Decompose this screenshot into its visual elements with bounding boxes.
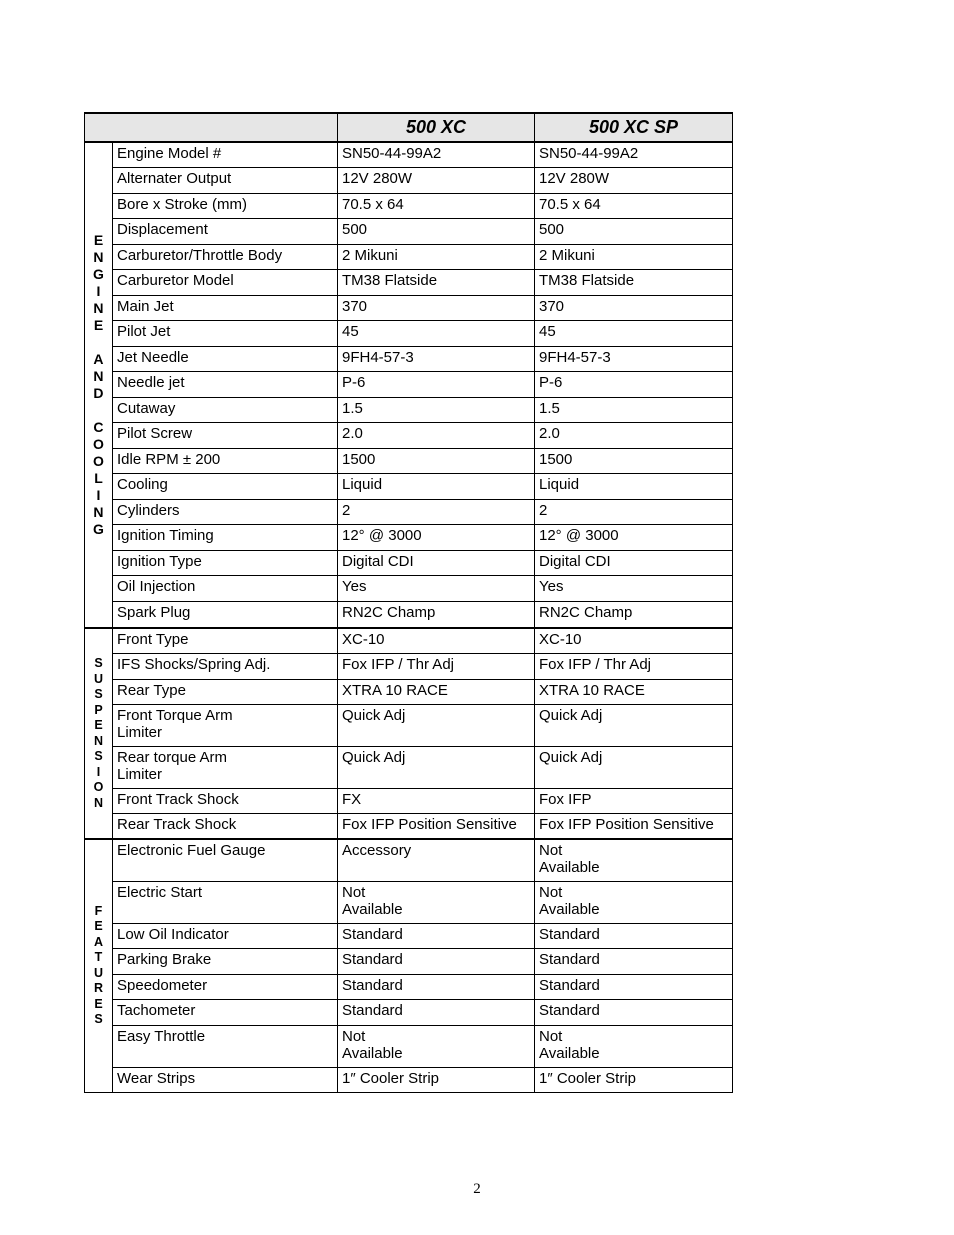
spec-value-500xc bbox=[338, 628, 535, 653]
spec-row bbox=[85, 628, 733, 653]
spec-value-500xc-sp bbox=[535, 575, 733, 601]
spec-row bbox=[85, 295, 733, 320]
section-letter: U bbox=[93, 671, 103, 686]
spec-value-500xc bbox=[338, 295, 535, 320]
spec-value-500xc-sp-text: Not bbox=[539, 1027, 563, 1045]
spec-label-text: Rear Type bbox=[117, 681, 186, 699]
spec-value-500xc-sp bbox=[535, 448, 733, 473]
spec-value-500xc-text: Quick Adj bbox=[342, 706, 406, 724]
section-letter: N bbox=[93, 368, 104, 384]
spec-value-500xc-sp-text: Liquid bbox=[539, 475, 580, 493]
section-letter: D bbox=[93, 385, 104, 401]
spec-value-500xc-sp-text: RN2C Champ bbox=[539, 603, 633, 621]
spec-value-500xc-sp bbox=[535, 923, 733, 948]
spec-value-500xc-text: Quick Adj bbox=[342, 748, 406, 766]
header-500xc-sp: 500 XC SP bbox=[535, 113, 733, 142]
section-letter: I bbox=[96, 283, 101, 299]
spec-value-500xc-sp bbox=[535, 788, 733, 813]
page-number: 2 bbox=[473, 1181, 481, 1197]
spec-row bbox=[85, 679, 733, 704]
spec-value-500xc-sp bbox=[535, 679, 733, 704]
spec-row bbox=[85, 881, 733, 923]
spec-label bbox=[113, 295, 338, 320]
spec-label-text: Spark Plug bbox=[117, 603, 191, 621]
spec-value-500xc-text: Yes bbox=[342, 577, 367, 595]
spec-value-500xc-text: 45 bbox=[342, 322, 359, 340]
spec-value-500xc-sp bbox=[535, 422, 733, 448]
spec-label-text: Easy Throttle bbox=[117, 1027, 206, 1045]
spec-label bbox=[113, 218, 338, 244]
spec-value-500xc-sp-text: Standard bbox=[539, 1001, 600, 1019]
spec-value-500xc-sp-text: 2.0 bbox=[539, 424, 560, 442]
spec-value-500xc bbox=[338, 575, 535, 601]
spec-value-500xc-text: 12V 280W bbox=[342, 169, 413, 187]
spec-label-text: Electronic Fuel Gauge bbox=[117, 842, 266, 859]
spec-value-500xc-sp-text: TM38 Flatside bbox=[539, 271, 635, 289]
spec-row bbox=[85, 813, 733, 839]
spec-value-500xc-text: RN2C Champ bbox=[342, 603, 436, 621]
spec-value-500xc-sp bbox=[535, 346, 733, 371]
spec-row bbox=[85, 999, 733, 1025]
spec-label-text: Oil Injection bbox=[117, 577, 196, 595]
spec-value-500xc-text: 70.5 x 64 bbox=[342, 195, 404, 213]
spec-value-500xc bbox=[338, 422, 535, 448]
spec-label bbox=[113, 320, 338, 346]
section-label-suspension bbox=[85, 628, 113, 839]
spec-label bbox=[113, 881, 338, 923]
spec-row bbox=[85, 193, 733, 218]
spec-value-500xc-sp-text: XC-10 bbox=[539, 631, 582, 648]
spec-label-text: Jet Needle bbox=[117, 348, 189, 366]
spec-value-500xc bbox=[338, 788, 535, 813]
spec-label-text: Front Track Shock bbox=[117, 790, 239, 808]
spec-value-500xc-sp bbox=[535, 746, 733, 788]
spec-value-500xc-sp-text: XTRA 10 RACE bbox=[539, 681, 645, 699]
spec-value-500xc bbox=[338, 550, 535, 575]
section-letter: S bbox=[94, 749, 103, 763]
spec-value-500xc bbox=[338, 473, 535, 499]
spec-value-500xc bbox=[338, 881, 535, 923]
spec-label-text: Displacement bbox=[117, 220, 208, 238]
spec-value-500xc-text: P-6 bbox=[342, 373, 366, 391]
section-letter: S bbox=[94, 656, 103, 670]
spec-row bbox=[85, 653, 733, 679]
spec-value-500xc-text: Fox IFP Position Sensitive bbox=[342, 815, 517, 833]
spec-value-500xc bbox=[338, 320, 535, 346]
spec-label-text: Wear Strips bbox=[117, 1069, 196, 1087]
spec-row bbox=[85, 788, 733, 813]
spec-value-500xc-text: 12° @ 3000 bbox=[342, 526, 422, 544]
spec-label bbox=[113, 653, 338, 679]
spec-value-500xc bbox=[338, 397, 535, 422]
spec-value-500xc-sp-text: 2 bbox=[539, 501, 548, 519]
spec-value-500xc bbox=[338, 499, 535, 524]
spec-value-500xc-sp-text: 2 Mikuni bbox=[539, 246, 595, 264]
spec-row bbox=[85, 839, 733, 881]
spec-label-text: Ignition Type bbox=[117, 552, 202, 570]
section-letter: O bbox=[93, 780, 104, 794]
spec-label bbox=[113, 473, 338, 499]
spec-value-500xc-sp bbox=[535, 397, 733, 422]
spec-label bbox=[113, 346, 338, 371]
spec-label-text: Ignition Timing bbox=[117, 526, 214, 544]
header-500xc: 500 XC bbox=[338, 113, 535, 142]
section-letter: T bbox=[94, 950, 103, 965]
spec-label-text: Cylinders bbox=[117, 501, 180, 519]
spec-value-500xc-text: 370 bbox=[342, 297, 368, 315]
spec-row bbox=[85, 499, 733, 524]
spec-value-500xc bbox=[338, 218, 535, 244]
spec-value-500xc-sp bbox=[535, 948, 733, 974]
spec-value-500xc-text: Not bbox=[342, 883, 366, 901]
spec-value-500xc bbox=[338, 448, 535, 473]
spec-label-text: Alternater Output bbox=[117, 169, 232, 187]
section-letter: E bbox=[93, 232, 104, 248]
spec-value-500xc-sp-text: 1500 bbox=[539, 450, 573, 468]
spec-value-500xc-sp bbox=[535, 628, 733, 653]
spec-value-500xc-sp-text: Standard bbox=[539, 925, 600, 943]
spec-value-500xc-text: 2 bbox=[342, 501, 351, 519]
spec-value-500xc bbox=[338, 601, 535, 628]
spec-label bbox=[113, 142, 338, 167]
spec-row bbox=[85, 923, 733, 948]
spec-value-500xc-sp-text: Quick Adj bbox=[539, 706, 603, 724]
spec-label bbox=[113, 628, 338, 653]
spec-value-500xc-sp bbox=[535, 653, 733, 679]
spec-label bbox=[113, 448, 338, 473]
section-letter: P bbox=[94, 702, 103, 717]
spec-label bbox=[113, 1067, 338, 1092]
section-letter: S bbox=[94, 1012, 103, 1027]
spec-value-500xc-sp bbox=[535, 218, 733, 244]
spec-row bbox=[85, 550, 733, 575]
spec-value-500xc-sp-text: 12° @ 3000 bbox=[539, 526, 619, 544]
spec-value-500xc-sp-text: Available bbox=[539, 900, 600, 918]
spec-value-500xc-text: FX bbox=[342, 790, 362, 808]
section-letter: A bbox=[93, 934, 104, 949]
spec-label-text: Parking Brake bbox=[117, 950, 212, 968]
spec-row bbox=[85, 948, 733, 974]
spec-label-text: Electric Start bbox=[117, 883, 203, 901]
spec-value-500xc bbox=[338, 974, 535, 999]
section-letter bbox=[93, 402, 104, 419]
spec-value-500xc-sp bbox=[535, 193, 733, 218]
spec-value-500xc-sp bbox=[535, 167, 733, 193]
spec-value-500xc bbox=[338, 193, 535, 218]
spec-value-500xc-text: Liquid bbox=[342, 475, 383, 493]
section-letter: N bbox=[93, 733, 103, 748]
section-letter: O bbox=[93, 436, 104, 452]
spec-label-text: Main Jet bbox=[117, 297, 174, 315]
spec-label bbox=[113, 813, 338, 839]
spec-value-500xc-text: Fox IFP / Thr Adj bbox=[342, 655, 454, 673]
spec-value-500xc-sp bbox=[535, 371, 733, 397]
spec-value-500xc-text: Standard bbox=[342, 950, 403, 968]
spec-value-500xc-sp bbox=[535, 473, 733, 499]
spec-value-500xc-sp-text: 1″ Cooler Strip bbox=[539, 1069, 637, 1087]
section-letter: N bbox=[93, 300, 104, 316]
spec-value-500xc-text: 2 Mikuni bbox=[342, 246, 398, 264]
spec-label bbox=[113, 601, 338, 628]
spec-value-500xc-sp-text: Not bbox=[539, 842, 563, 859]
spec-label-text: Front Type bbox=[117, 631, 189, 648]
spec-label bbox=[113, 524, 338, 550]
spec-value-500xc-text: XC-10 bbox=[342, 631, 385, 648]
spec-value-500xc-text: Available bbox=[342, 1044, 403, 1062]
spec-value-500xc-sp-text: Available bbox=[539, 859, 600, 876]
spec-row bbox=[85, 346, 733, 371]
spec-value-500xc-text: 1500 bbox=[342, 450, 376, 468]
spec-row bbox=[85, 244, 733, 269]
section-letter: O bbox=[93, 453, 104, 469]
spec-value-500xc bbox=[338, 142, 535, 167]
spec-value-500xc-sp bbox=[535, 269, 733, 295]
section-letter: U bbox=[93, 965, 104, 980]
spec-label bbox=[113, 948, 338, 974]
spec-label-text: Low Oil Indicator bbox=[117, 925, 229, 943]
spec-row bbox=[85, 320, 733, 346]
spec-label-text: Rear Track Shock bbox=[117, 815, 237, 833]
spec-value-500xc-sp bbox=[535, 999, 733, 1025]
spec-row bbox=[85, 601, 733, 628]
spec-value-500xc-sp bbox=[535, 1025, 733, 1067]
spec-value-500xc-text: Digital CDI bbox=[342, 552, 414, 570]
spec-value-500xc-text: Accessory bbox=[342, 842, 412, 859]
section-letter: G bbox=[93, 266, 104, 282]
spec-row bbox=[85, 704, 733, 746]
section-label-features bbox=[85, 839, 113, 1092]
spec-value-500xc-sp bbox=[535, 813, 733, 839]
spec-label bbox=[113, 788, 338, 813]
spec-row bbox=[85, 1067, 733, 1092]
spec-label bbox=[113, 244, 338, 269]
section-letter: E bbox=[93, 317, 104, 333]
spec-value-500xc-sp bbox=[535, 524, 733, 550]
spec-label-text: Limiter bbox=[117, 723, 163, 741]
spec-value-500xc-sp bbox=[535, 244, 733, 269]
header-row bbox=[85, 113, 733, 142]
spec-row bbox=[85, 473, 733, 499]
spec-row bbox=[85, 575, 733, 601]
spec-value-500xc-text: Standard bbox=[342, 976, 403, 994]
section-letter: G bbox=[93, 521, 104, 537]
spec-label-text: Needle jet bbox=[117, 373, 185, 391]
section-letter: E bbox=[94, 996, 103, 1011]
spec-label-text: Speedometer bbox=[117, 976, 208, 994]
spec-value-500xc-text: 2.0 bbox=[342, 424, 363, 442]
spec-value-500xc-sp-text: Not bbox=[539, 883, 563, 901]
spec-value-500xc-sp bbox=[535, 839, 733, 881]
spec-row bbox=[85, 974, 733, 999]
spec-label bbox=[113, 575, 338, 601]
spec-value-500xc-sp-text: Available bbox=[539, 1044, 600, 1062]
spec-label bbox=[113, 974, 338, 999]
section-letter: E bbox=[94, 919, 103, 934]
spec-value-500xc-sp-text: Standard bbox=[539, 976, 600, 994]
section-letter: F bbox=[94, 903, 103, 918]
spec-label-text: Idle RPM ± 200 bbox=[117, 450, 221, 468]
spec-value-500xc-sp-text: 70.5 x 64 bbox=[539, 195, 601, 213]
spec-value-500xc-sp-text: Fox IFP bbox=[539, 790, 592, 808]
spec-label bbox=[113, 839, 338, 881]
spec-value-500xc bbox=[338, 524, 535, 550]
spec-label-text: Tachometer bbox=[117, 1001, 196, 1019]
section-letter: N bbox=[93, 504, 104, 520]
spec-value-500xc-sp-text: 45 bbox=[539, 322, 556, 340]
spec-value-500xc-text: Not bbox=[342, 1027, 366, 1045]
spec-label-text: Pilot Screw bbox=[117, 424, 193, 442]
section-letter: C bbox=[93, 419, 104, 435]
spec-row bbox=[85, 422, 733, 448]
spec-row bbox=[85, 371, 733, 397]
spec-value-500xc bbox=[338, 1067, 535, 1092]
spec-row bbox=[85, 448, 733, 473]
spec-value-500xc bbox=[338, 839, 535, 881]
spec-value-500xc-text: 9FH4-57-3 bbox=[342, 348, 414, 366]
spec-value-500xc bbox=[338, 679, 535, 704]
spec-row bbox=[85, 218, 733, 244]
spec-row bbox=[85, 142, 733, 167]
section-letter: E bbox=[94, 718, 103, 732]
spec-row bbox=[85, 524, 733, 550]
spec-value-500xc-sp-text: 1.5 bbox=[539, 399, 560, 417]
spec-label bbox=[113, 746, 338, 788]
spec-label-text: Carburetor/Throttle Body bbox=[117, 246, 283, 264]
spec-value-500xc bbox=[338, 653, 535, 679]
spec-label-text: Carburetor Model bbox=[117, 271, 234, 289]
spec-label-text: IFS Shocks/Spring Adj. bbox=[117, 655, 271, 673]
spec-value-500xc bbox=[338, 813, 535, 839]
spec-value-500xc-sp-text: Fox IFP Position Sensitive bbox=[539, 815, 714, 833]
spec-value-500xc-sp-text: Digital CDI bbox=[539, 552, 611, 570]
spec-value-500xc-text: 1″ Cooler Strip bbox=[342, 1069, 440, 1087]
spec-value-500xc-sp bbox=[535, 499, 733, 524]
spec-value-500xc bbox=[338, 923, 535, 948]
spec-label bbox=[113, 999, 338, 1025]
spec-value-500xc-sp bbox=[535, 881, 733, 923]
spec-label-text: Pilot Jet bbox=[117, 322, 171, 340]
spec-row bbox=[85, 397, 733, 422]
spec-value-500xc bbox=[338, 244, 535, 269]
section-letter: I bbox=[96, 487, 101, 503]
spec-label bbox=[113, 193, 338, 218]
spec-value-500xc-sp-text: 12V 280W bbox=[539, 169, 610, 187]
header-blank-cell bbox=[85, 113, 338, 142]
spec-value-500xc-sp-text: Yes bbox=[539, 577, 564, 595]
spec-table-body bbox=[85, 142, 733, 1092]
spec-value-500xc bbox=[338, 269, 535, 295]
spec-table bbox=[84, 112, 733, 1093]
spec-value-500xc bbox=[338, 371, 535, 397]
section-letter bbox=[93, 334, 104, 351]
spec-value-500xc-sp bbox=[535, 550, 733, 575]
spec-value-500xc-text: 1.5 bbox=[342, 399, 363, 417]
spec-value-500xc-text: Standard bbox=[342, 1001, 403, 1019]
spec-label-text: Rear torque Arm bbox=[117, 748, 228, 766]
spec-value-500xc-sp-text: Fox IFP / Thr Adj bbox=[539, 655, 651, 673]
spec-label bbox=[113, 269, 338, 295]
spec-row bbox=[85, 269, 733, 295]
section-letter: S bbox=[94, 687, 103, 701]
spec-value-500xc-text: 500 bbox=[342, 220, 368, 238]
section-letter: I bbox=[96, 764, 101, 779]
spec-value-500xc-text: Standard bbox=[342, 925, 403, 943]
spec-label bbox=[113, 499, 338, 524]
spec-value-500xc bbox=[338, 999, 535, 1025]
spec-row bbox=[85, 167, 733, 193]
spec-value-500xc-text: SN50-44-99A2 bbox=[342, 145, 442, 162]
spec-value-500xc-sp-text: 9FH4-57-3 bbox=[539, 348, 611, 366]
spec-value-500xc bbox=[338, 167, 535, 193]
spec-value-500xc bbox=[338, 1025, 535, 1067]
spec-value-500xc-text: Available bbox=[342, 900, 403, 918]
spec-label bbox=[113, 923, 338, 948]
spec-label-text: Cooling bbox=[117, 475, 168, 493]
spec-value-500xc-sp-text: P-6 bbox=[539, 373, 563, 391]
spec-value-500xc-sp-text: Standard bbox=[539, 950, 600, 968]
section-letter: N bbox=[93, 249, 104, 265]
spec-row bbox=[85, 1025, 733, 1067]
spec-label bbox=[113, 704, 338, 746]
section-label-engine bbox=[85, 142, 113, 628]
spec-value-500xc-sp bbox=[535, 295, 733, 320]
spec-label bbox=[113, 422, 338, 448]
spec-label bbox=[113, 550, 338, 575]
spec-label-text: Cutaway bbox=[117, 399, 176, 417]
spec-value-500xc-sp-text: 370 bbox=[539, 297, 565, 315]
spec-label-text: Front Torque Arm bbox=[117, 706, 233, 724]
spec-label bbox=[113, 371, 338, 397]
section-letter: A bbox=[93, 351, 104, 367]
section-letter: R bbox=[93, 981, 104, 996]
spec-value-500xc bbox=[338, 704, 535, 746]
spec-label bbox=[113, 397, 338, 422]
spec-label-text: Engine Model # bbox=[117, 145, 222, 162]
spec-label bbox=[113, 167, 338, 193]
spec-value-500xc bbox=[338, 746, 535, 788]
spec-value-500xc-sp-text: Quick Adj bbox=[539, 748, 603, 766]
spec-value-500xc-sp-text: 500 bbox=[539, 220, 565, 238]
spec-value-500xc-text: TM38 Flatside bbox=[342, 271, 438, 289]
spec-value-500xc-sp bbox=[535, 320, 733, 346]
spec-label-text: Bore x Stroke (mm) bbox=[117, 195, 248, 213]
spec-value-500xc-sp bbox=[535, 601, 733, 628]
spec-value-500xc-sp bbox=[535, 1067, 733, 1092]
spec-label bbox=[113, 679, 338, 704]
spec-value-500xc-sp bbox=[535, 142, 733, 167]
spec-row bbox=[85, 746, 733, 788]
section-letter: L bbox=[94, 470, 103, 486]
spec-value-500xc-sp bbox=[535, 974, 733, 999]
spec-value-500xc bbox=[338, 948, 535, 974]
spec-value-500xc-sp bbox=[535, 704, 733, 746]
spec-value-500xc-text: XTRA 10 RACE bbox=[342, 681, 448, 699]
spec-label bbox=[113, 1025, 338, 1067]
spec-value-500xc bbox=[338, 346, 535, 371]
spec-value-500xc-sp-text: SN50-44-99A2 bbox=[539, 145, 639, 162]
spec-label-text: Limiter bbox=[117, 765, 163, 783]
section-letter: N bbox=[93, 795, 103, 810]
